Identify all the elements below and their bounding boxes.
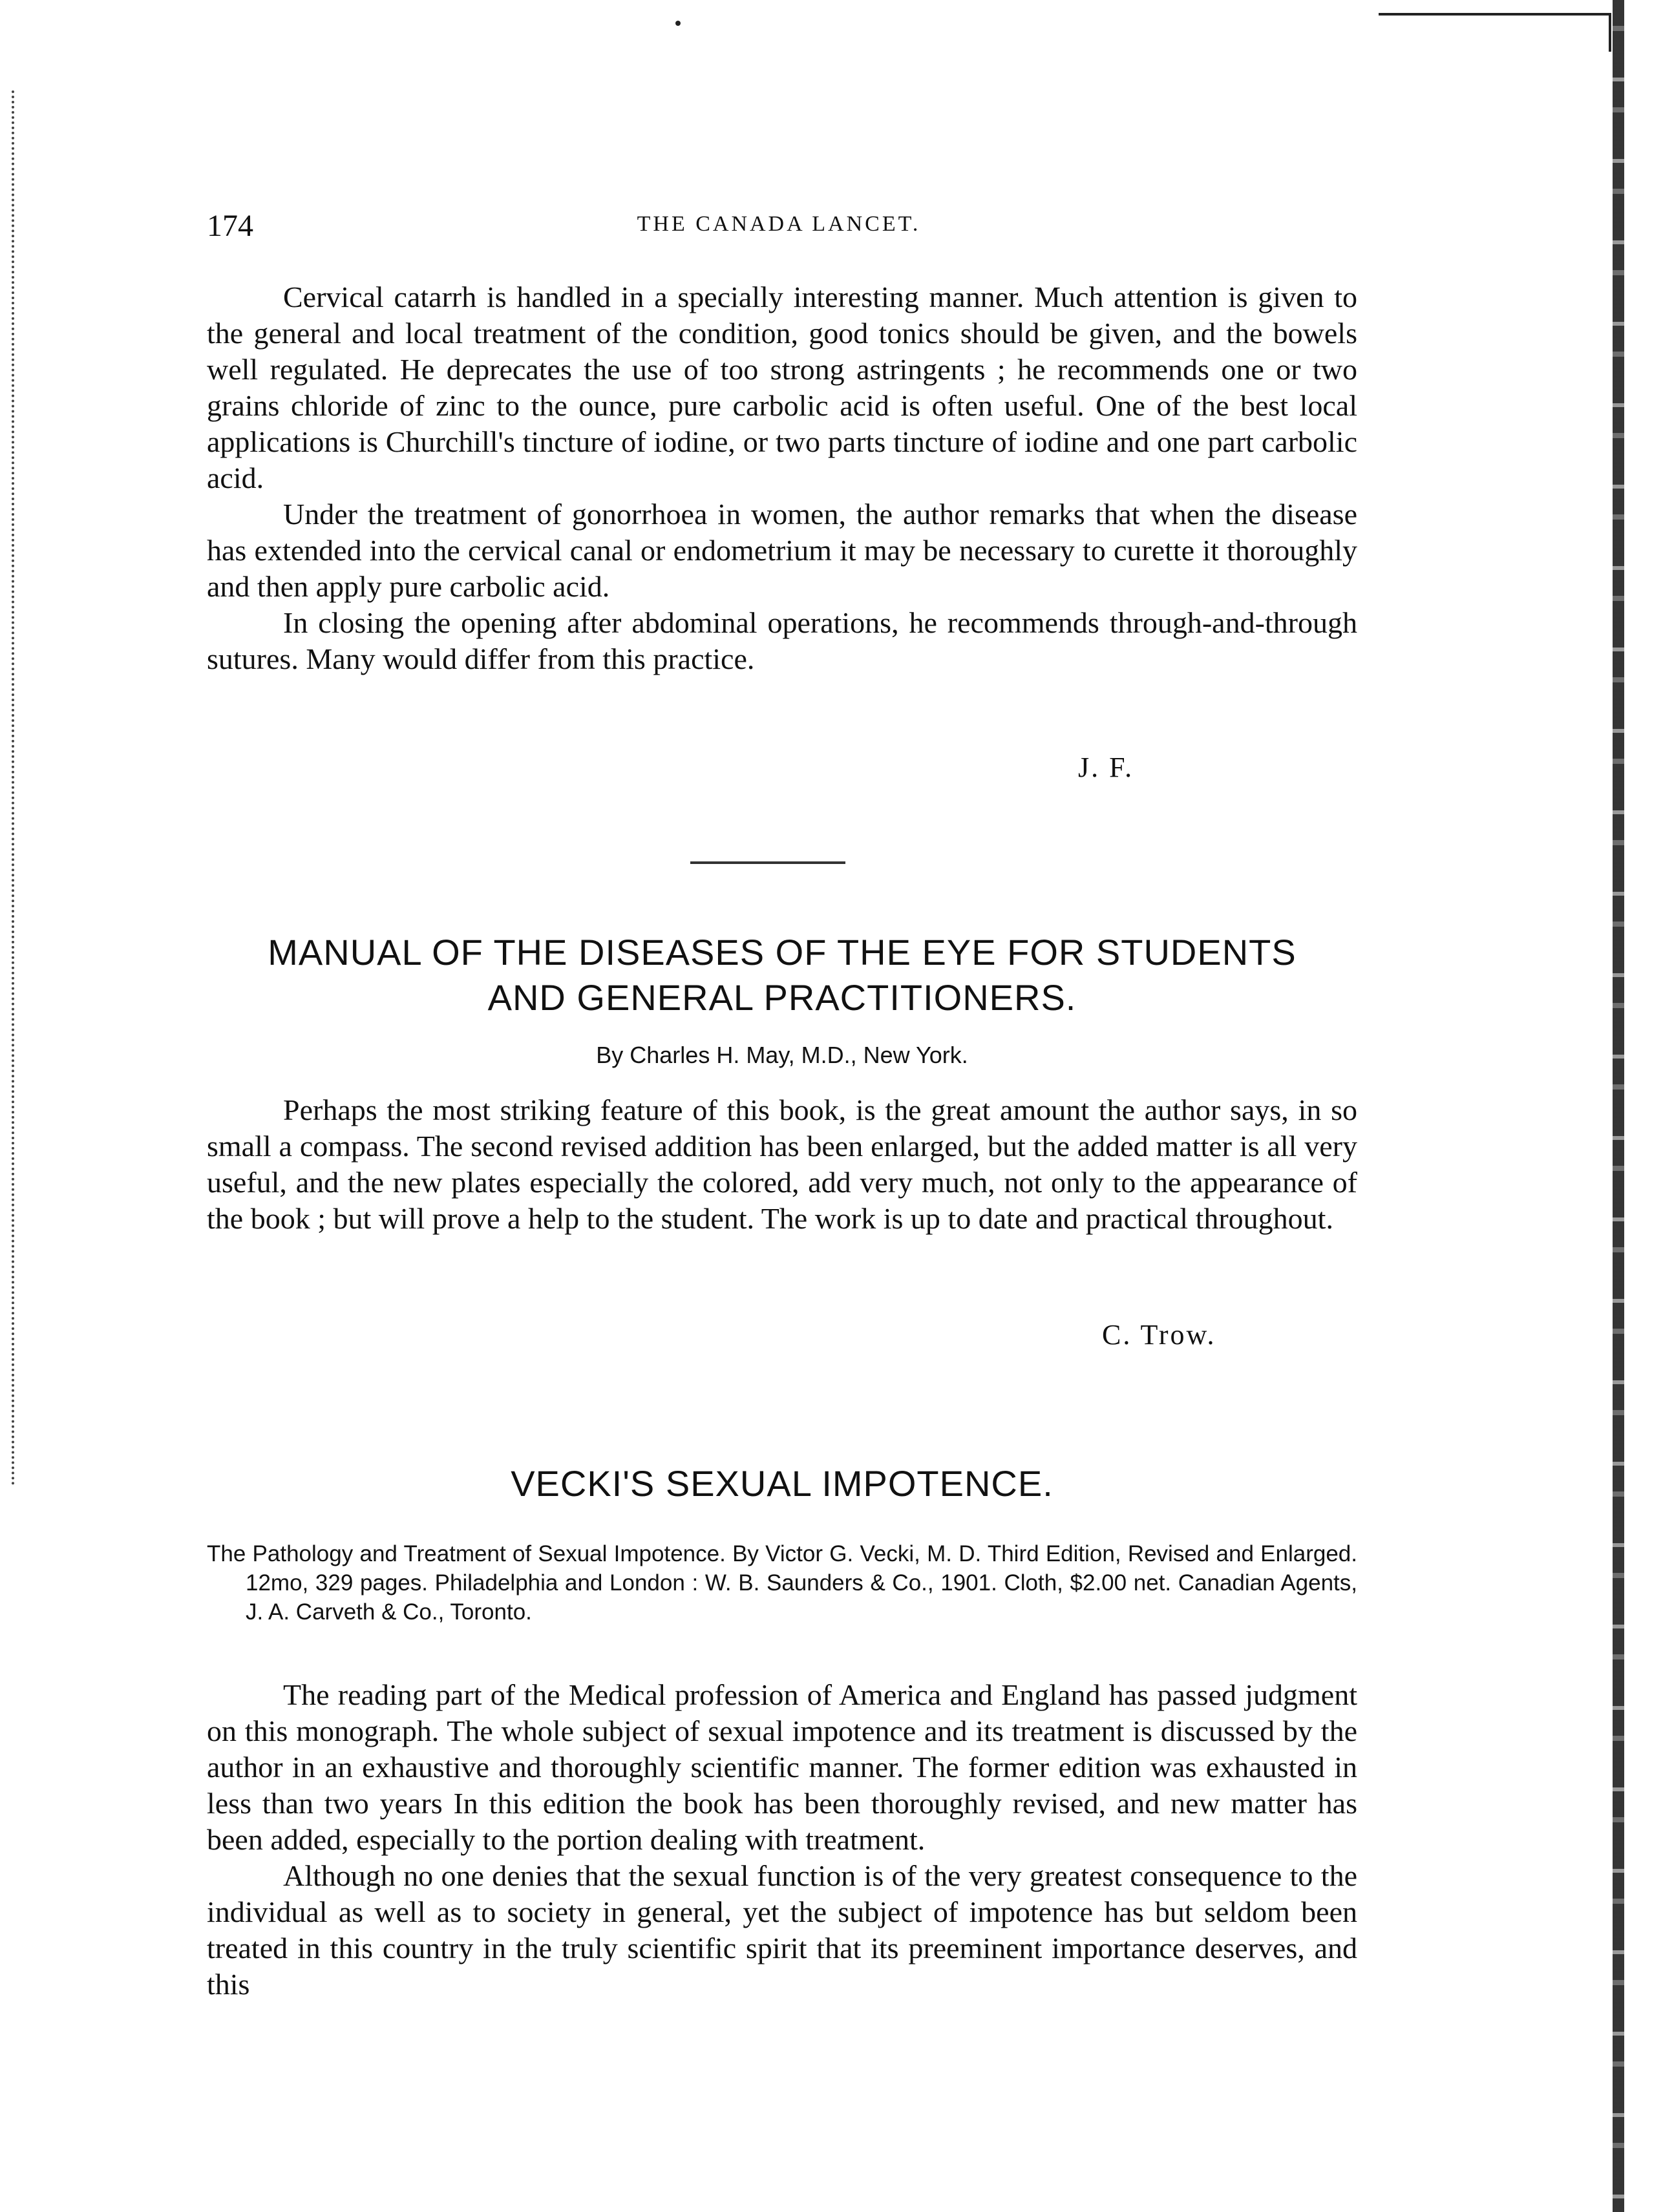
review-3-paragraph: The reading part of the Medical profession of America and England has passed judgment on this monograph. The whole subject of sexual impotence and its treatment is discussed by the author in an exhaustive and thoroughly scientific manner. The former edition was exhausted in less than two years In this edition the book has been thoroughly revised, and new matter has been added, especially to the portion dealing with treatment. bbox=[207, 1678, 1357, 1856]
review-3-title: VECKI'S SEXUAL IMPOTENCE. bbox=[511, 1463, 1054, 1504]
review-1-paragraph: In closing the opening after abdominal operations, he recommends through-and-through sutures. Many would differ from this practice. bbox=[207, 606, 1357, 675]
review-3-body bbox=[207, 1677, 1357, 2003]
running-title: THE CANADA LANCET. bbox=[637, 212, 921, 236]
review-2-paragraph: Perhaps the most striking feature of this book, is the great amount the author says, in so small a compass. The second revised addition has been enlarged, but the added matter is all very useful, and the new plates especially the colored, add very much, not only to the appearance of the book ; but will prove a help to the student. The work is up to date and practical throughout. bbox=[207, 1093, 1357, 1235]
review-2-title-line-1: MANUAL OF THE DISEASES OF THE EYE FOR STUDENTS bbox=[268, 932, 1297, 973]
scan-edge-left bbox=[12, 90, 19, 1486]
section-divider bbox=[690, 861, 845, 864]
page-header bbox=[207, 208, 1351, 253]
review-2-signature: C. Trow. bbox=[1102, 1319, 1216, 1351]
review-3-paragraph: Although no one denies that the sexual function is of the very greatest consequence to the individual as well as to society in general, yet the subject of impotence has but seldom been treated in this country in the truly scientific spirit that its preeminent importance deserves, and this bbox=[207, 1859, 1357, 2001]
review-1-signature: J. F. bbox=[1078, 752, 1134, 783]
review-1-paragraph: Cervical catarrh is handled in a specially interesting manner. Much attention is given to the general and local treatment of the condition, good tonics should be given, and the bowels well regulated. He deprecates the use of too strong astringents ; he recommends one or two grains chloride of zinc to the ounce, pure carbolic acid is often useful. One of the best local applications is Churchill's tincture of iodine, or two parts tincture of iodine and one part carbolic acid. bbox=[207, 280, 1357, 494]
scan-speck bbox=[675, 21, 681, 26]
page-number: 174 bbox=[207, 209, 253, 243]
review-1-paragraph: Under the treatment of gonorrhoea in women, the author remarks that when the disease has extended into the cervical canal or endometrium it may be necessary to curette it thoroughly and then apply pure carbolic acid. bbox=[207, 498, 1357, 603]
scan-edge-right bbox=[1613, 0, 1624, 2212]
scan-mark-top bbox=[1379, 13, 1611, 16]
review-2-byline: By Charles H. May, M.D., New York. bbox=[596, 1042, 968, 1068]
review-2-body bbox=[207, 1092, 1357, 1237]
scan-mark-top-vertical bbox=[1609, 13, 1611, 52]
review-3-citation: The Pathology and Treatment of Sexual Impotence. By Victor G. Vecki, M. D. Third Edition, Revised and Enlarged. 12mo, 329 pages. Philadelphia and London : W. B. Saunders & Co., 1901. Cloth, $2.00 net. Canadian Agents, J. A. Carveth & Co., Toronto. bbox=[207, 1541, 1357, 1625]
review-2-title-line-2: AND GENERAL PRACTITIONERS. bbox=[487, 977, 1077, 1018]
review-1-body bbox=[207, 279, 1357, 677]
